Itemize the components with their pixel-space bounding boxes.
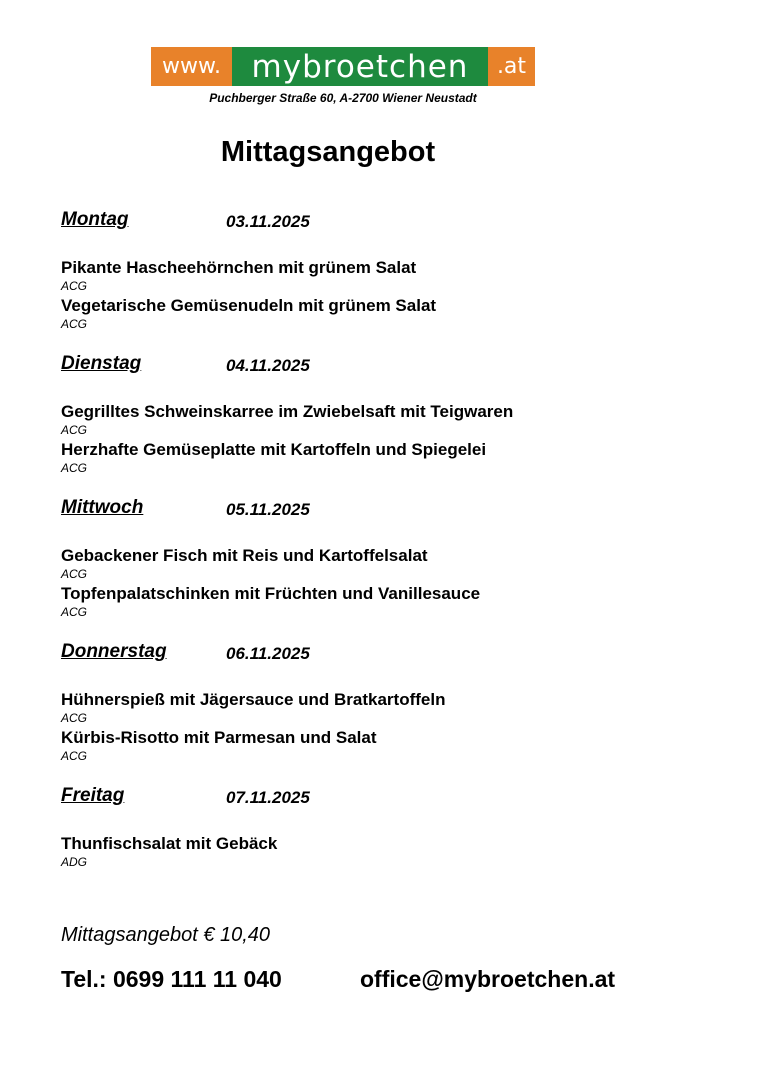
price: Mittagsangebot € 10,40 [61, 924, 271, 946]
logo-name: mybroetchen [232, 47, 488, 86]
day-name: Mittwoch [61, 497, 144, 518]
dish-name: Gegrilltes Schweinskarree im Zwiebelsaft mit Teigwaren [61, 402, 514, 421]
dish-name: Kürbis-Risotto mit Parmesan und Salat [61, 728, 377, 747]
dish-name: Topfenpalatschinken mit Früchten und Vanillesauce [61, 584, 481, 603]
page-title: Mittagsangebot [220, 136, 436, 168]
day-name: Dienstag [61, 353, 142, 374]
day-date: 05.11.2025 [226, 500, 310, 519]
logo-www: www. [151, 47, 232, 86]
day-name: Freitag [61, 785, 125, 806]
day-date: 07.11.2025 [226, 788, 310, 807]
day-name: Montag [61, 209, 129, 230]
dish-allergens: ACG [61, 749, 88, 763]
logo [151, 47, 535, 86]
dish-allergens: ACG [61, 317, 88, 331]
dish-allergens: ACG [61, 711, 88, 725]
address: Puchberger Straße 60, A-2700 Wiener Neustadt [209, 91, 477, 105]
logo-tld: .at [488, 47, 535, 86]
dish-allergens: ACG [61, 567, 88, 581]
dish-name: Gebackener Fisch mit Reis und Kartoffelsalat [61, 546, 428, 565]
dish-allergens: ACG [61, 423, 88, 437]
dish-name: Pikante Hascheehörnchen mit grünem Salat [61, 258, 417, 277]
dish-allergens: ADG [61, 855, 88, 869]
day-name: Donnerstag [61, 641, 167, 662]
dish-allergens: ACG [61, 461, 88, 475]
dish-name: Thunfischsalat mit Gebäck [61, 834, 278, 853]
day-date: 03.11.2025 [226, 212, 310, 231]
dish-name: Hühnerspieß mit Jägersauce und Bratkartoffeln [61, 690, 446, 709]
email: office@mybroetchen.at [360, 966, 616, 992]
dish-allergens: ACG [61, 605, 88, 619]
day-date: 06.11.2025 [226, 644, 310, 663]
dish-name: Vegetarische Gemüsenudeln mit grünem Salat [61, 296, 437, 315]
day-date: 04.11.2025 [226, 356, 310, 375]
dish-allergens: ACG [61, 279, 88, 293]
dish-name: Herzhafte Gemüseplatte mit Kartoffeln und Spiegelei [61, 440, 487, 459]
phone: Tel.: 0699 111 11 040 [61, 966, 282, 992]
